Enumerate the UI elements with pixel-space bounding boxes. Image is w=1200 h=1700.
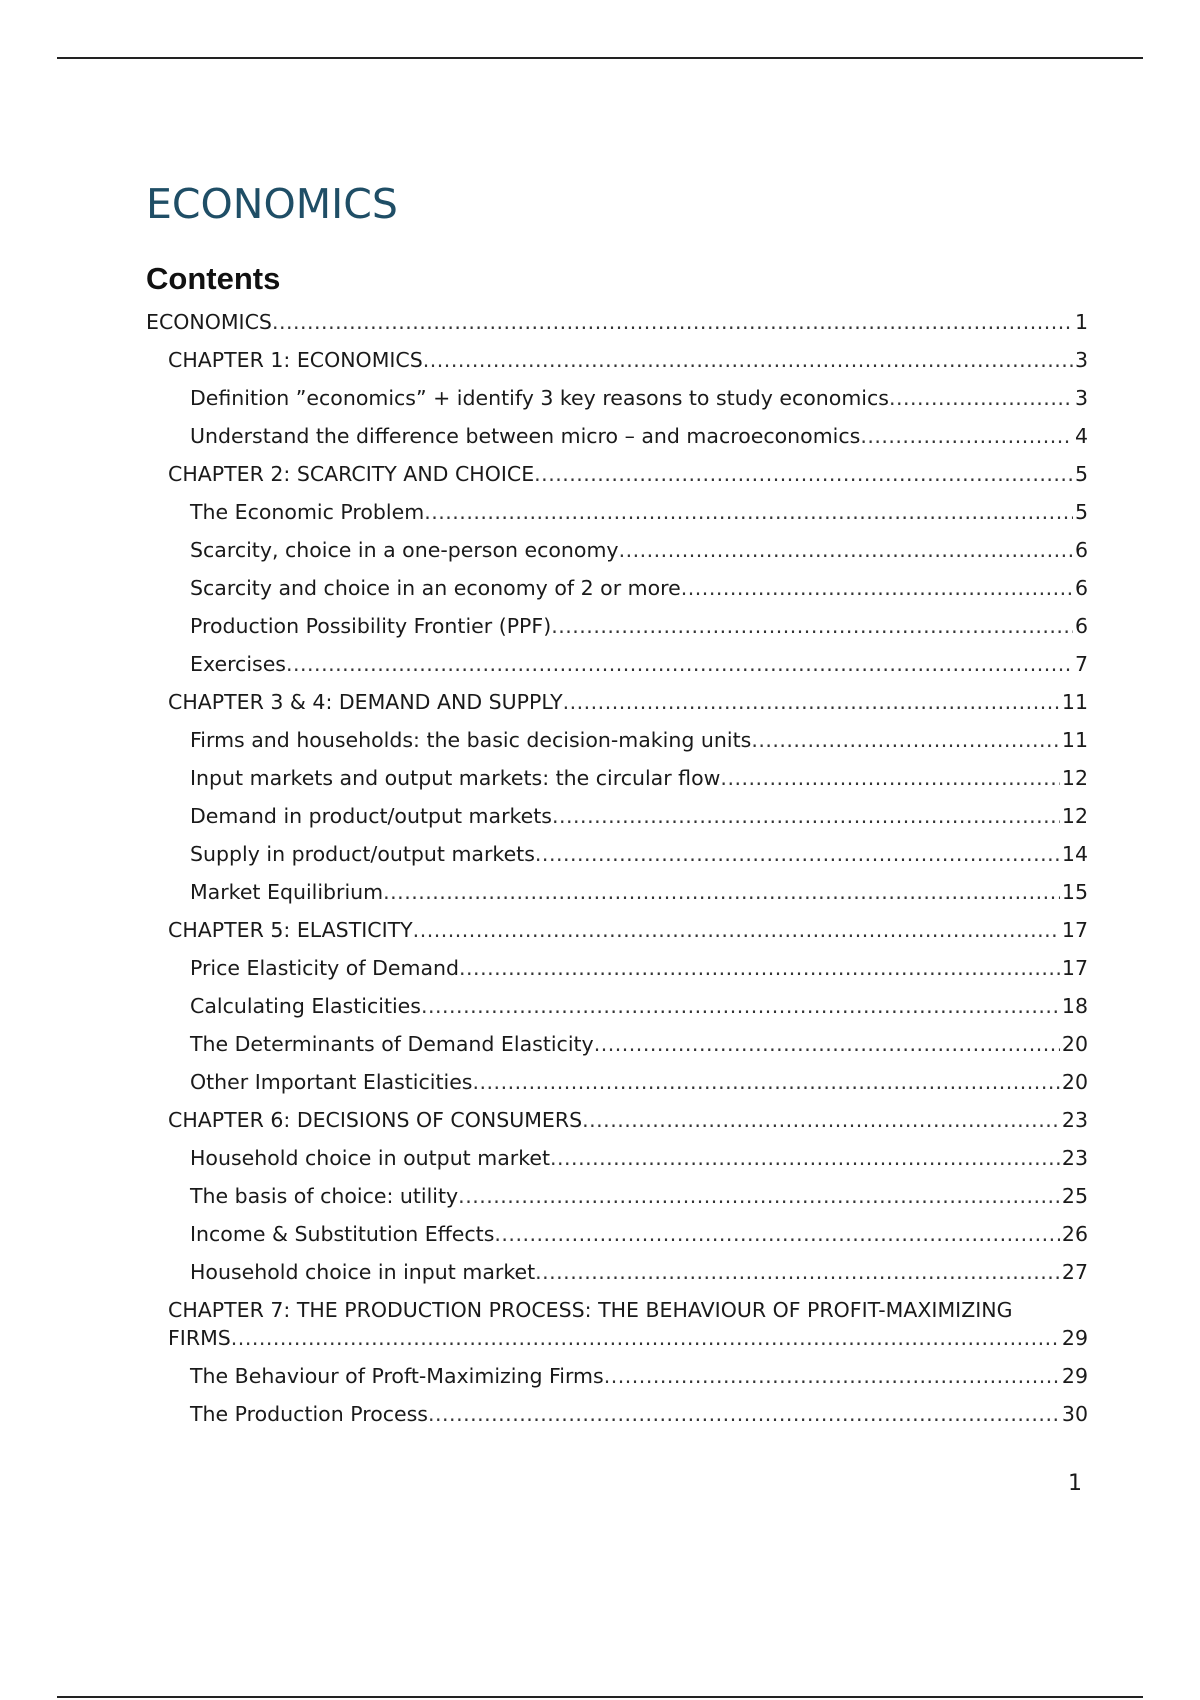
toc-entry[interactable] <box>146 878 1088 906</box>
toc-entry-title: Definition ”economics” + identify 3 key reasons to study economics <box>190 386 889 410</box>
toc-entry[interactable] <box>146 726 1088 754</box>
toc-entry-page: 12 <box>1061 804 1088 828</box>
toc-leader-dots <box>551 612 1073 640</box>
toc-leader-dots <box>751 726 1060 754</box>
page-number: 1 <box>1068 1471 1082 1496</box>
toc-entry-title: Supply in product/output markets <box>190 842 535 866</box>
toc-entry-title: CHAPTER 2: SCARCITY AND CHOICE <box>168 462 535 486</box>
toc-entry[interactable] <box>146 536 1088 564</box>
toc-leader-dots <box>619 536 1073 564</box>
toc-entry-title: The basis of choice: utility <box>190 1184 459 1208</box>
toc-entry-title: Income & Substitution Effects <box>190 1222 495 1246</box>
toc-entry-page: 23 <box>1061 1146 1088 1170</box>
header-rule <box>57 57 1143 59</box>
toc-entry-page: 7 <box>1074 652 1088 676</box>
toc-entry[interactable] <box>146 1144 1088 1172</box>
toc-entry-page: 14 <box>1061 842 1088 866</box>
toc-entry[interactable] <box>146 1106 1088 1134</box>
toc-entry-page: 18 <box>1061 994 1088 1018</box>
toc-leader-dots <box>860 422 1073 450</box>
toc-leader-dots <box>594 1030 1060 1058</box>
toc-entry-title: Input markets and output markets: the circular flow <box>190 766 721 790</box>
toc-entry-title: ECONOMICS <box>146 310 272 334</box>
toc-entry[interactable] <box>146 346 1088 374</box>
toc-entry[interactable] <box>146 498 1088 526</box>
toc-entry[interactable] <box>146 422 1088 450</box>
toc-entry[interactable] <box>146 802 1088 830</box>
toc-entry-page: 29 <box>1061 1364 1088 1388</box>
toc-entry-page: 3 <box>1074 348 1088 372</box>
toc-entry[interactable] <box>146 460 1088 488</box>
toc-entry[interactable] <box>146 688 1088 716</box>
toc-entry-page: 11 <box>1061 728 1088 752</box>
toc-leader-dots <box>494 1220 1060 1248</box>
table-of-contents <box>146 308 1088 1428</box>
toc-entry-title: The Economic Problem <box>190 500 425 524</box>
toc-entry-page: 11 <box>1061 690 1088 714</box>
toc-entry[interactable] <box>146 612 1088 640</box>
toc-entry[interactable] <box>146 1182 1088 1210</box>
toc-leader-dots <box>428 1400 1060 1428</box>
toc-entry-page: 30 <box>1061 1402 1088 1426</box>
toc-entry-title: Production Possibility Frontier (PPF) <box>190 614 552 638</box>
toc-entry[interactable] <box>146 574 1088 602</box>
toc-entry-page: 6 <box>1074 576 1088 600</box>
toc-entry-title: Household choice in output market <box>190 1146 550 1170</box>
toc-leader-dots <box>681 574 1073 602</box>
toc-entry-title: CHAPTER 6: DECISIONS OF CONSUMERS <box>168 1108 583 1132</box>
toc-leader-dots <box>889 384 1073 412</box>
toc-entry-page: 5 <box>1074 500 1088 524</box>
footer-rule <box>57 1696 1143 1698</box>
toc-entry-page: 29 <box>1061 1326 1088 1350</box>
toc-entry-title: The Production Process <box>190 1402 428 1426</box>
toc-leader-dots <box>582 1106 1060 1134</box>
toc-entry-title: Exercises <box>190 652 286 676</box>
toc-entry-page: 6 <box>1074 614 1088 638</box>
toc-entry-title: Calculating Elasticities <box>190 994 421 1018</box>
toc-leader-dots <box>563 688 1060 716</box>
document-title: ECONOMICS <box>146 180 398 228</box>
toc-entry-title: Demand in product/output markets <box>190 804 552 828</box>
toc-leader-dots <box>413 916 1060 944</box>
toc-entry[interactable] <box>146 764 1088 792</box>
toc-leader-dots <box>550 1144 1060 1172</box>
toc-entry-page: 3 <box>1074 386 1088 410</box>
toc-entry[interactable] <box>146 1220 1088 1248</box>
toc-leader-dots <box>286 650 1073 678</box>
toc-leader-dots <box>458 1182 1060 1210</box>
toc-entry-page: 26 <box>1061 1222 1088 1246</box>
toc-entry-page: 17 <box>1061 918 1088 942</box>
toc-entry-title: The Behaviour of Proft-Maximizing Firms <box>190 1364 604 1388</box>
toc-entry-page: 4 <box>1074 424 1088 448</box>
toc-entry-page: 20 <box>1061 1032 1088 1056</box>
toc-entry[interactable] <box>146 1400 1088 1428</box>
toc-entry[interactable] <box>146 992 1088 1020</box>
toc-leader-dots <box>535 1258 1060 1286</box>
toc-entry[interactable] <box>146 1362 1088 1390</box>
toc-entry[interactable] <box>146 1296 1088 1352</box>
toc-leader-dots <box>459 954 1060 982</box>
toc-entry[interactable] <box>146 650 1088 678</box>
contents-heading: Contents <box>146 261 281 296</box>
toc-entry-title: Understand the difference between micro – and macroeconomics <box>190 424 861 448</box>
toc-entry-title: CHAPTER 5: ELASTICITY <box>168 918 413 942</box>
toc-entry-page: 6 <box>1074 538 1088 562</box>
toc-entry-title: Household choice in input market <box>190 1260 536 1284</box>
toc-leader-dots <box>424 498 1073 526</box>
toc-entry-page: 27 <box>1061 1260 1088 1284</box>
toc-entry-title: Scarcity and choice in an economy of 2 or more <box>190 576 681 600</box>
toc-entry-page: 23 <box>1061 1108 1088 1132</box>
toc-entry[interactable] <box>146 916 1088 944</box>
toc-entry-title: Scarcity, choice in a one-person economy <box>190 538 619 562</box>
toc-entry[interactable] <box>146 384 1088 412</box>
toc-entry[interactable] <box>146 840 1088 868</box>
toc-entry-title: Price Elasticity of Demand <box>190 956 460 980</box>
toc-leader-dots <box>383 878 1060 906</box>
toc-entry-title-line1: CHAPTER 7: THE PRODUCTION PROCESS: THE BEHAVIOUR OF PROFIT-MAXIMIZING <box>168 1298 1013 1322</box>
toc-entry-title: Market Equilibrium <box>190 880 384 904</box>
toc-entry-page: 25 <box>1061 1184 1088 1208</box>
toc-leader-dots <box>421 992 1060 1020</box>
toc-entry-title: CHAPTER 3 & 4: DEMAND AND SUPPLY <box>168 690 563 714</box>
toc-entry[interactable] <box>146 1030 1088 1058</box>
toc-entry[interactable] <box>146 1258 1088 1286</box>
toc-entry-page: 20 <box>1061 1070 1088 1094</box>
toc-entry-page: 15 <box>1061 880 1088 904</box>
toc-leader-dots <box>473 1068 1060 1096</box>
toc-leader-dots <box>231 1324 1060 1352</box>
toc-leader-dots <box>535 840 1060 868</box>
toc-leader-dots <box>720 764 1059 792</box>
toc-entry-title: Firms and households: the basic decision-making units <box>190 728 752 752</box>
toc-entry-page: 1 <box>1074 310 1088 334</box>
toc-leader-dots <box>534 460 1073 488</box>
toc-entry-title: The Determinants of Demand Elasticity <box>190 1032 594 1056</box>
toc-entry-title: Other Important Elasticities <box>190 1070 473 1094</box>
toc-leader-dots <box>272 308 1073 336</box>
toc-leader-dots <box>604 1362 1060 1390</box>
toc-leader-dots <box>552 802 1060 830</box>
toc-entry-page: 12 <box>1061 766 1088 790</box>
toc-entry[interactable] <box>146 1068 1088 1096</box>
toc-entry[interactable] <box>146 308 1088 336</box>
toc-entry-title: CHAPTER 1: ECONOMICS <box>168 348 423 372</box>
toc-entry-page: 5 <box>1074 462 1088 486</box>
toc-entry-title: FIRMS <box>168 1326 231 1350</box>
toc-leader-dots <box>423 346 1073 374</box>
toc-entry[interactable] <box>146 954 1088 982</box>
toc-entry-page: 17 <box>1061 956 1088 980</box>
